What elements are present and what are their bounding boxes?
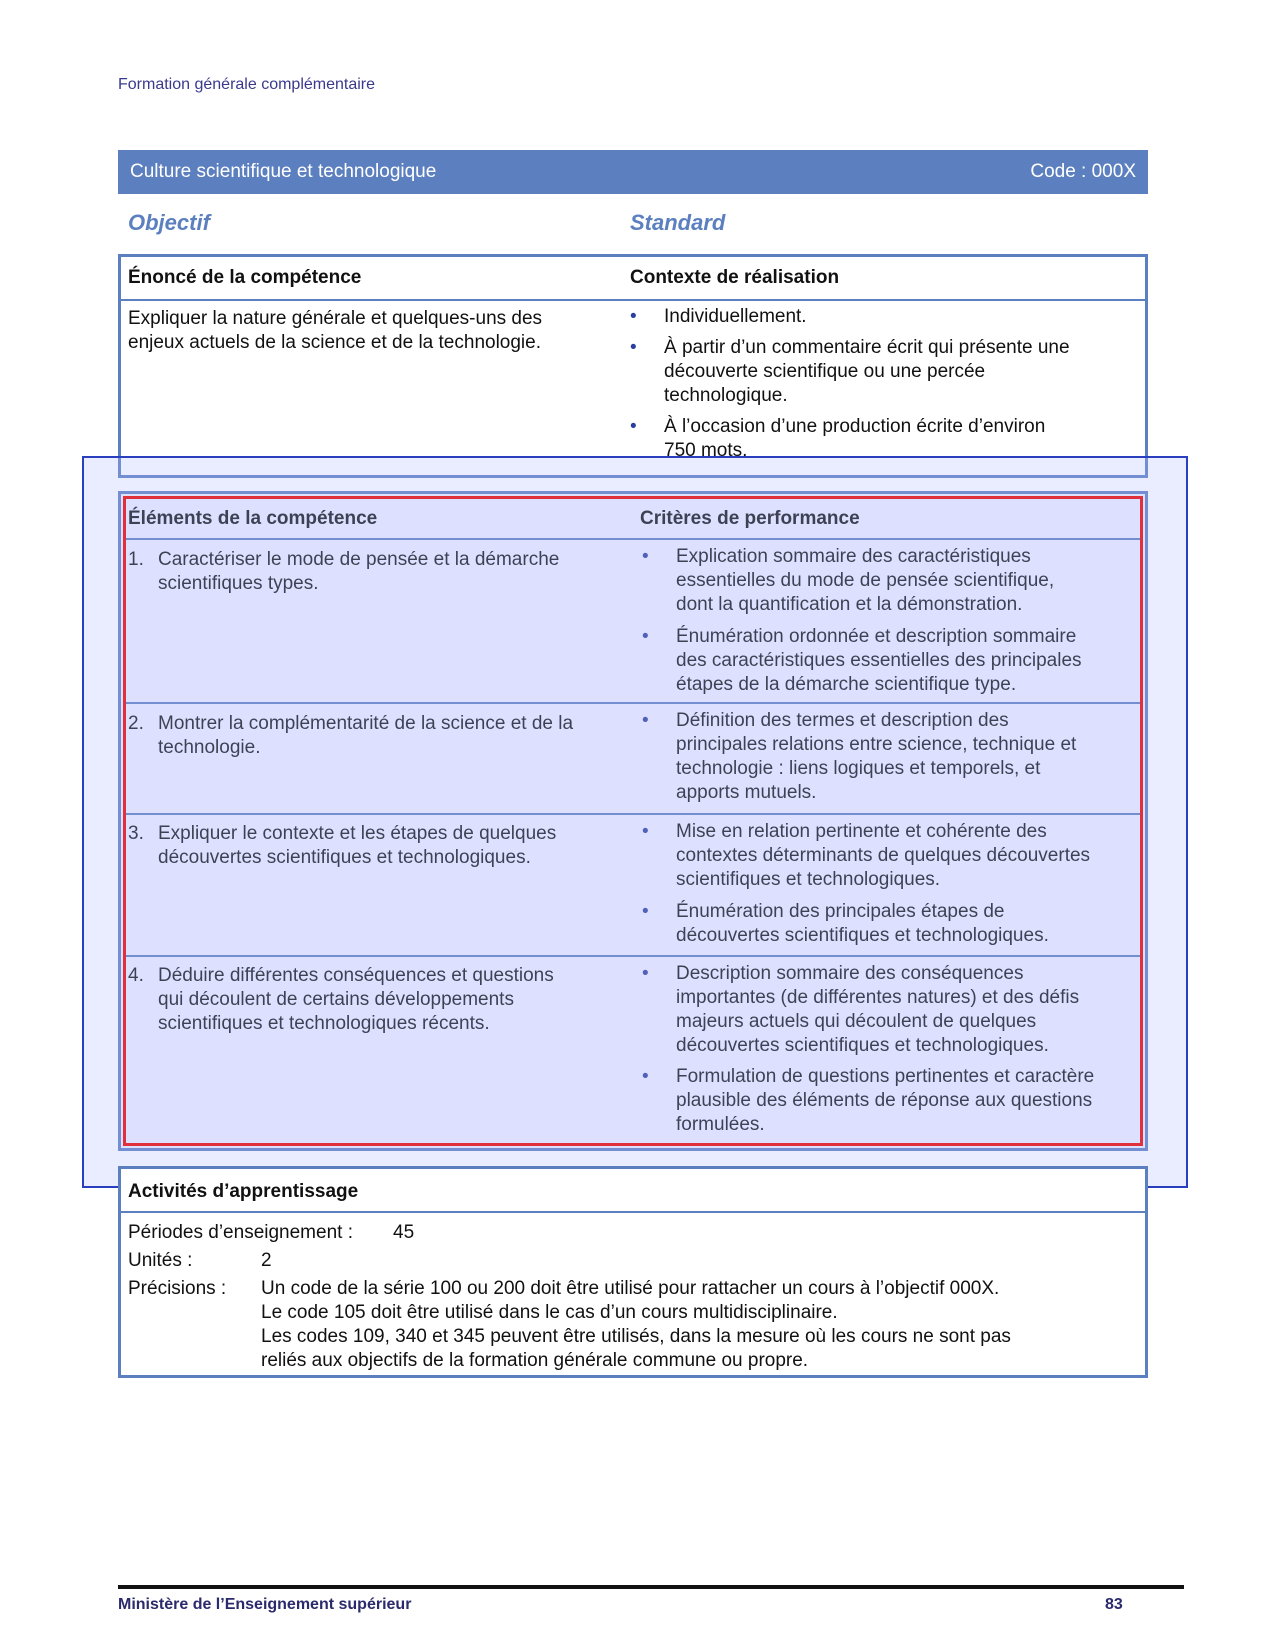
element-item <box>128 964 618 1036</box>
criterion-line: apports mutuels. <box>676 782 817 803</box>
criterion-line: Formulation de questions pertinentes et caractère <box>676 1066 1095 1087</box>
element-line: scientifiques et technologiques récents. <box>158 1013 490 1034</box>
title-bar <box>118 150 1148 194</box>
row-divider <box>124 955 1142 957</box>
periods-label: Périodes d’enseignement : <box>128 1222 353 1243</box>
activities-box <box>118 1166 1148 1378</box>
bullet-icon: • <box>630 306 637 327</box>
element-item <box>128 712 618 760</box>
criterion-item <box>642 820 1142 892</box>
element-number: 1. <box>128 549 144 570</box>
page-number: 83 <box>1105 1596 1123 1613</box>
element-number: 2. <box>128 713 144 734</box>
context-item <box>630 336 1130 408</box>
precision-line: Les codes 109, 340 et 345 peuvent être utilisés, dans la mesure où les cours ne sont pas <box>261 1326 1011 1347</box>
criteria-header: Critères de performance <box>640 508 860 529</box>
bullet-icon: • <box>630 337 637 358</box>
element-line: Caractériser le mode de pensée et la démarche <box>158 549 560 570</box>
element-line: Déduire différentes conséquences et questions <box>158 965 554 986</box>
criterion-line: découvertes scientifiques et technologiques. <box>676 1035 1049 1056</box>
bullet-icon: • <box>642 821 649 842</box>
element-line: scientifiques types. <box>158 573 319 594</box>
statement-line: Expliquer la nature générale et quelques-uns des <box>128 308 543 329</box>
page-title: Culture scientifique et technologique <box>130 161 437 182</box>
criterion-item <box>642 545 1142 617</box>
competence-statement <box>128 307 608 355</box>
precisions-label: Précisions : <box>128 1278 227 1299</box>
criterion-line: des caractéristiques essentielles des principales <box>676 650 1082 671</box>
footer-rule <box>118 1585 1184 1589</box>
precision-line: Le code 105 doit être utilisé dans le cas d’un cours multidisciplinaire. <box>261 1302 838 1323</box>
row-divider <box>124 813 1142 815</box>
criterion-item <box>642 962 1142 1058</box>
footer-ministry: Ministère de l’Enseignement supérieur <box>118 1596 412 1613</box>
criterion-item <box>642 1065 1142 1137</box>
objectif-heading: Objectif <box>128 210 210 235</box>
bullet-icon: • <box>642 546 649 567</box>
divider <box>121 1211 1145 1213</box>
criterion-line: Description sommaire des conséquences <box>676 963 1024 984</box>
criterion-line: majeurs actuels qui découlent de quelques <box>676 1011 1037 1032</box>
criterion-line: Définition des termes et description des <box>676 710 1009 731</box>
precision-line: reliés aux objectifs de la formation générale commune ou propre. <box>261 1350 809 1371</box>
context-line: technologique. <box>664 385 788 406</box>
competence-box <box>118 254 1148 478</box>
course-code: Code : 000X <box>1030 161 1136 182</box>
element-item <box>128 548 618 596</box>
precisions-text <box>261 1277 1141 1373</box>
element-line: Montrer la complémentarité de la science et de la <box>158 713 574 734</box>
bullet-icon: • <box>642 901 649 922</box>
context-header: Contexte de réalisation <box>630 267 840 288</box>
element-number: 3. <box>128 823 144 844</box>
criterion-line: Énumération ordonnée et description sommaire <box>676 626 1077 647</box>
bullet-icon: • <box>642 1066 649 1087</box>
criterion-line: Énumération des principales étapes de <box>676 901 1005 922</box>
criterion-line: Explication sommaire des caractéristiques <box>676 546 1031 567</box>
criterion-line: formulées. <box>676 1114 765 1135</box>
context-line: À l’occasion d’une production écrite d’environ <box>664 416 1046 437</box>
criterion-line: dont la quantification et la démonstration. <box>676 594 1023 615</box>
element-line: technologie. <box>158 737 261 758</box>
element-item <box>128 822 618 870</box>
criterion-line: Mise en relation pertinente et cohérente des <box>676 821 1047 842</box>
criterion-line: principales relations entre science, technique et <box>676 734 1077 755</box>
criterion-line: plausible des éléments de réponse aux questions <box>676 1090 1093 1111</box>
criterion-line: importantes (de différentes natures) et des défis <box>676 987 1080 1008</box>
context-item <box>630 415 1130 463</box>
elements-header: Éléments de la compétence <box>128 508 378 529</box>
element-line: découvertes scientifiques et technologiques. <box>158 847 531 868</box>
statement-line: enjeux actuels de la science et de la technologie. <box>128 332 541 353</box>
criterion-line: contextes déterminants de quelques découvertes <box>676 845 1091 866</box>
units-value: 2 <box>261 1250 272 1271</box>
bullet-icon: • <box>642 710 649 731</box>
divider <box>121 299 1145 301</box>
activities-header: Activités d’apprentissage <box>128 1181 359 1202</box>
units-label: Unités : <box>128 1250 193 1271</box>
element-line: Expliquer le contexte et les étapes de quelques <box>158 823 557 844</box>
criterion-item <box>642 900 1142 948</box>
criterion-line: essentielles du mode de pensée scientifique, <box>676 570 1055 591</box>
criterion-item <box>642 709 1142 805</box>
bullet-icon: • <box>642 963 649 984</box>
sub-headings <box>128 210 1128 240</box>
row-divider <box>124 538 1142 540</box>
criterion-line: scientifiques et technologiques. <box>676 869 941 890</box>
context-line: À partir d’un commentaire écrit qui présente une <box>664 337 1070 358</box>
element-line: qui découlent de certains développements <box>158 989 514 1010</box>
criterion-item <box>642 625 1142 697</box>
bullet-icon: • <box>630 416 637 437</box>
context-item <box>630 305 1130 329</box>
criterion-line: étapes de la démarche scientifique type. <box>676 674 1017 695</box>
statement-header: Énoncé de la compétence <box>128 267 362 288</box>
periods-value: 45 <box>393 1222 415 1243</box>
bullet-icon: • <box>642 626 649 647</box>
context-line: Individuellement. <box>664 306 807 327</box>
running-header: Formation générale complémentaire <box>118 76 376 93</box>
standard-heading: Standard <box>630 210 726 235</box>
context-line: 750 mots. <box>664 440 748 461</box>
precision-line: Un code de la série 100 ou 200 doit être utilisé pour rattacher un cours à l’objectif 000X. <box>261 1278 1000 1299</box>
criterion-line: technologie : liens logiques et temporels, et <box>676 758 1041 779</box>
row-divider <box>124 702 1142 704</box>
context-line: découverte scientifique ou une percée <box>664 361 986 382</box>
criterion-line: découvertes scientifiques et technologiques. <box>676 925 1049 946</box>
element-number: 4. <box>128 965 144 986</box>
